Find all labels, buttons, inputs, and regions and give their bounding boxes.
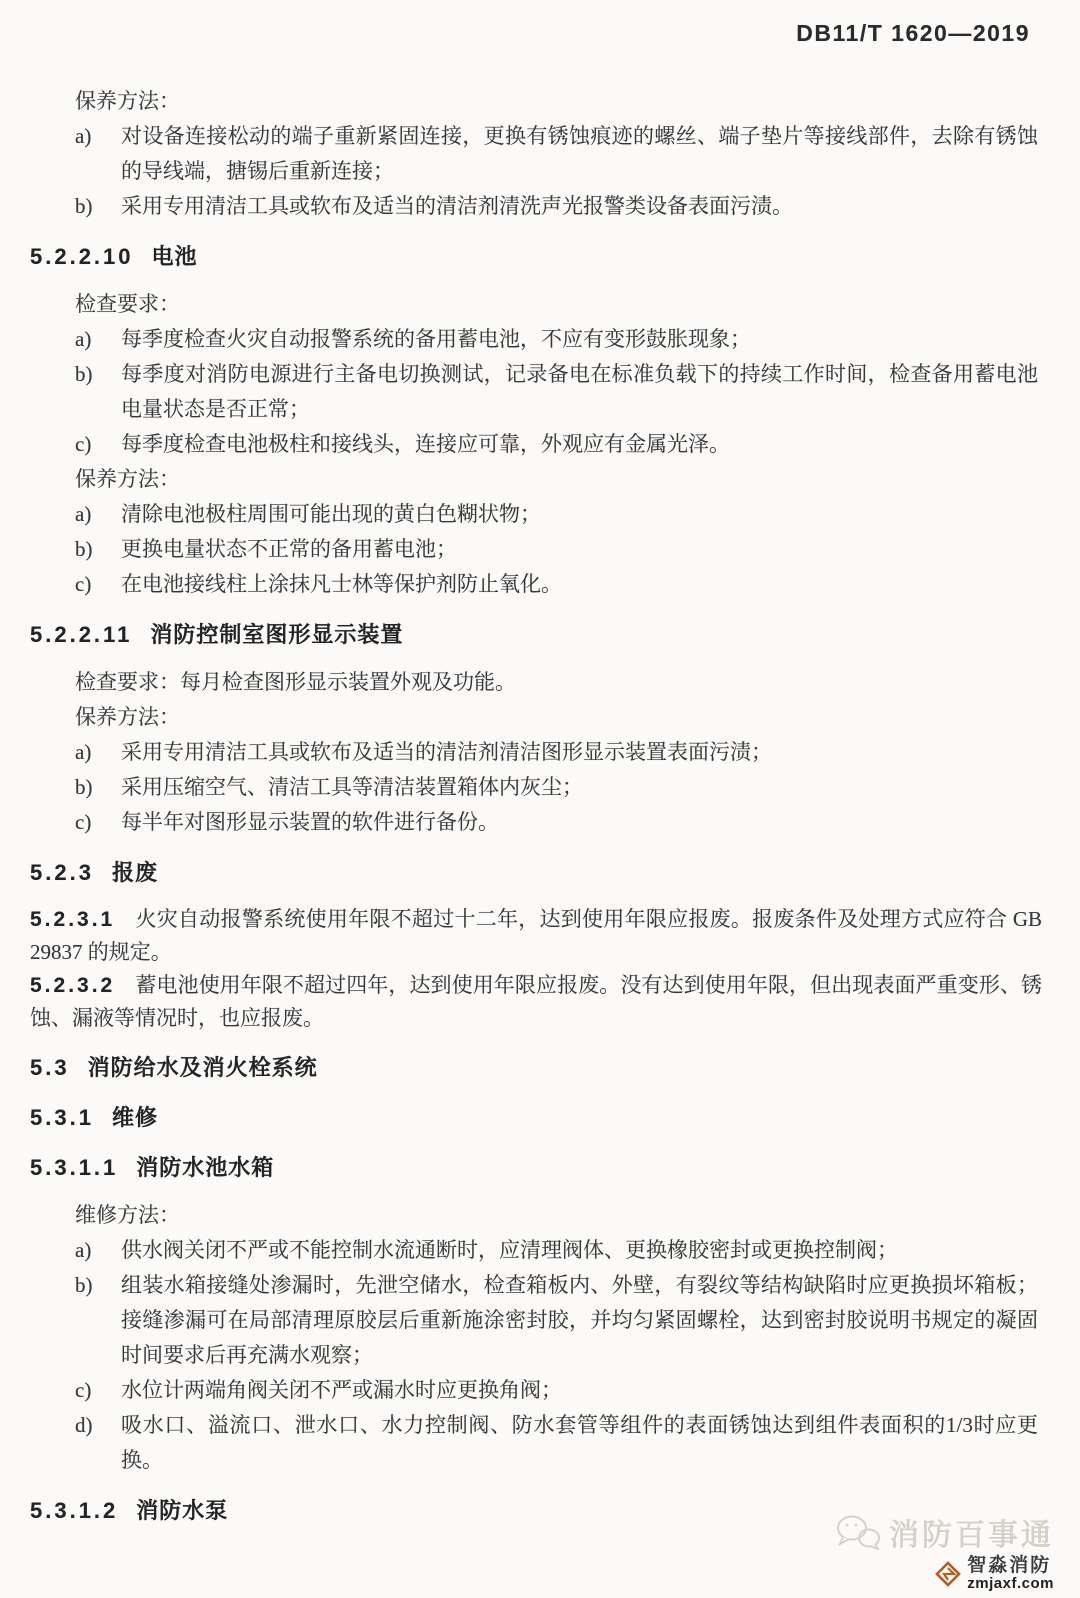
section-number: 5.2.2.11	[30, 622, 133, 647]
section-title: 消防水池水箱	[136, 1155, 275, 1180]
section-heading-5-2-3	[0, 855, 1080, 890]
list-text: 采用压缩空气、清洁工具等清洁装置箱体内灰尘；	[121, 775, 583, 799]
section-number: 5.3.1.1	[30, 1155, 119, 1180]
list-marker: a)	[75, 1238, 92, 1262]
section-heading-5-3-1	[0, 1100, 1080, 1135]
maintenance-method-label: 保养方法：	[75, 89, 180, 113]
list-item	[0, 1373, 1080, 1408]
watermark	[835, 1510, 1054, 1592]
list-item	[0, 497, 1080, 532]
section-heading-5-3	[0, 1050, 1080, 1085]
clause-5-2-3-2	[0, 969, 1080, 1035]
list-item	[0, 1268, 1080, 1373]
list-marker: c)	[75, 1378, 92, 1402]
list-item	[0, 322, 1080, 357]
list-text: 组装水箱接缝处渗漏时，先泄空储水，检查箱板内、外壁，有裂纹等结构缺陷时应更换损坏箱板；接缝渗漏可在局部清理原胶层后重新施涂密封胶，并均匀紧固螺栓，达到密封胶说明书规定的凝固时间要求后再充满水观察；	[121, 1273, 1038, 1367]
section-title: 消防给水及消火栓系统	[87, 1055, 318, 1080]
maintenance-method-label: 保养方法：	[75, 705, 180, 729]
section-number: 5.3.1	[30, 1105, 94, 1130]
list-text: 每半年对图形显示装置的软件进行备份。	[121, 810, 499, 834]
section-title: 报废	[111, 860, 158, 885]
clause-number: 5.2.3.2	[30, 974, 116, 997]
watermark-company-name: 智淼消防	[967, 1555, 1052, 1577]
list-text: 每季度检查电池极柱和接线头，连接应可靠，外观应有金属光泽。	[121, 432, 730, 456]
list-text: 供水阀关闭不严或不能控制水流通断时，应清理阀体、更换橡胶密封或更换控制阀；	[121, 1238, 898, 1262]
list-marker: b)	[75, 362, 93, 386]
list-text: 更换电量状态不正常的备用蓄电池；	[121, 537, 457, 561]
list-text: 吸水口、溢流口、泄水口、水力控制阀、防水套管等组件的表面锈蚀达到组件表面积的1/3时应更换。	[121, 1413, 1038, 1472]
list-text: 水位计两端角阀关闭不严或漏水时应更换角阀；	[121, 1378, 562, 1402]
watermark-primary	[835, 1510, 1054, 1554]
section-number: 5.3	[30, 1055, 70, 1080]
clause-5-2-3-1	[0, 903, 1080, 969]
list-text: 在电池接线柱上涂抹凡士林等保护剂防止氧化。	[121, 572, 562, 596]
list-marker: a)	[75, 124, 92, 148]
list-item	[0, 532, 1080, 567]
clause-text: 蓄电池使用年限不超过四年，达到使用年限应报废。没有达到使用年限，但出现表面严重变形、锈蚀、漏液等情况时，也应报废。	[30, 973, 1042, 1030]
list-marker: b)	[75, 194, 93, 218]
list-item	[0, 805, 1080, 840]
list-marker: c)	[75, 810, 92, 834]
list-marker: a)	[75, 502, 92, 526]
section-title: 电池	[151, 244, 198, 269]
list-item	[0, 189, 1080, 224]
list-item	[0, 427, 1080, 462]
list-marker: d)	[75, 1413, 93, 1437]
list-text: 采用专用清洁工具或软布及适当的清洁剂清洁图形显示装置表面污渍；	[121, 740, 772, 764]
list-text: 采用专用清洁工具或软布及适当的清洁剂清洗声光报警类设备表面污渍。	[121, 194, 793, 218]
section-number: 5.2.3	[30, 860, 94, 885]
list-marker: b)	[75, 775, 93, 799]
watermark-brand-text: 消防百事通	[889, 1519, 1054, 1553]
list-marker: a)	[75, 740, 92, 764]
list-item	[0, 357, 1080, 427]
check-requirement-line: 检查要求：每月检查图形显示装置外观及功能。	[75, 670, 516, 694]
section-number: 5.3.1.2	[30, 1498, 119, 1523]
list-item	[0, 770, 1080, 805]
list-item	[0, 119, 1080, 189]
list-text: 清除电池极柱周围可能出现的黄白色糊状物；	[121, 502, 541, 526]
list-marker: c)	[75, 432, 92, 456]
maintenance-method-label: 保养方法：	[75, 467, 180, 491]
list-marker: a)	[75, 327, 92, 351]
repair-method-label: 维修方法：	[75, 1203, 180, 1227]
list-text: 对设备连接松动的端子重新紧固连接，更换有锈蚀痕迹的螺丝、端子垫片等接线部件，去除有锈蚀的导线端，搪锡后重新连接；	[121, 124, 1038, 183]
list-item	[0, 1408, 1080, 1478]
clause-number: 5.2.3.1	[30, 908, 116, 931]
list-item	[0, 1233, 1080, 1268]
wechat-bubbles-icon	[835, 1514, 881, 1550]
list-text: 每季度检查火灾自动报警系统的备用蓄电池，不应有变形鼓胀现象；	[121, 327, 751, 351]
clause-text: 火灾自动报警系统使用年限不超过十二年，达到使用年限应报废。报废条件及处理方式应符合 GB 29837 的规定。	[30, 907, 1042, 964]
list-item	[0, 567, 1080, 602]
zhimiao-diamond-logo-icon	[935, 1561, 961, 1587]
section-heading-5-3-1-1	[0, 1150, 1080, 1185]
section-title: 消防控制室图形显示装置	[150, 622, 404, 647]
watermark-secondary	[935, 1556, 1054, 1592]
list-text: 每季度对消防电源进行主备电切换测试，记录备电在标准负载下的持续工作时间，检查备用蓄电池电量状态是否正常；	[121, 362, 1038, 421]
watermark-website: zmjaxf.com	[967, 1575, 1054, 1593]
doc-number: DB11/T 1620—2019	[796, 20, 1030, 46]
section-number: 5.2.2.10	[30, 244, 134, 269]
list-marker: b)	[75, 537, 93, 561]
section-heading-5-2-2-11	[0, 617, 1080, 652]
section-heading-5-2-2-10	[0, 239, 1080, 274]
list-marker: c)	[75, 572, 92, 596]
section-title: 维修	[111, 1105, 158, 1130]
check-requirement-label: 检查要求：	[75, 292, 180, 316]
list-marker: b)	[75, 1273, 93, 1297]
section-title: 消防水泵	[136, 1498, 229, 1523]
list-item	[0, 735, 1080, 770]
